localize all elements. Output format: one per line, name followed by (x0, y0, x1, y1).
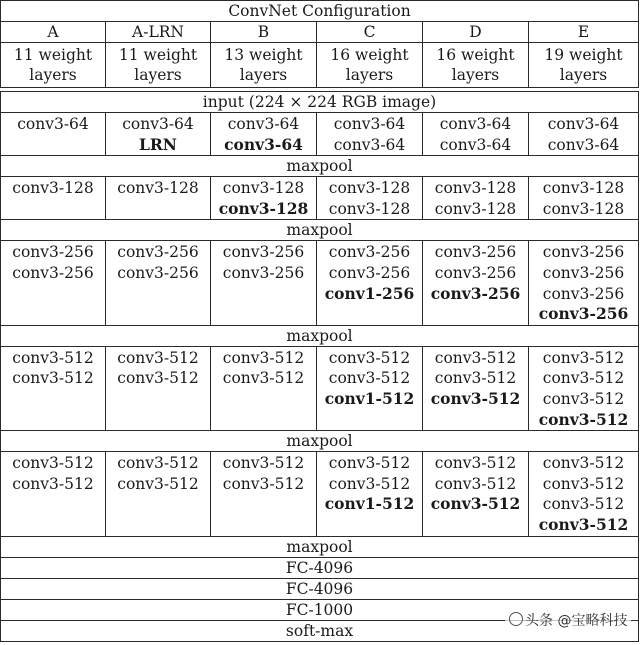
layer-label: conv3-512 (117, 348, 199, 367)
layer-label: conv3-512 (12, 369, 94, 388)
tail-row-label: FC-1000 (1, 599, 639, 620)
depth-weights: 16 weight (330, 46, 409, 64)
layer-label: conv3-512 (222, 474, 305, 493)
layer-label: conv3-128 (542, 199, 625, 218)
depth-weights: 19 weight (544, 46, 623, 64)
layer-label: conv3-64 (547, 135, 620, 154)
layer-label: conv3-512 (117, 474, 199, 493)
conv-block-cell (1, 452, 106, 536)
layer-label: conv3-256 (222, 243, 305, 262)
layer-label: conv3-512 (328, 454, 411, 473)
conv-block-cell (106, 452, 211, 536)
layer-label: conv3-512 (222, 348, 305, 367)
maxpool-label-row (1, 220, 639, 241)
layer-label: conv3-512 (117, 454, 199, 473)
tail-row-label: FC-4096 (1, 557, 639, 578)
conv-block-cell (317, 177, 423, 220)
depth-layers: layers (239, 66, 288, 84)
layer-label: conv3-512 (542, 495, 625, 514)
conv-block-cell (211, 177, 317, 220)
layer-label: conv3-128 (434, 199, 517, 218)
layer-label: conv3-256 (542, 284, 625, 303)
conv-block-cell (529, 346, 639, 430)
layer-label: conv3-64 (333, 135, 406, 154)
column-depth (317, 43, 423, 88)
maxpool-label-row (1, 156, 639, 177)
input-row-label: input (224 × 224 RGB image) (1, 92, 639, 113)
tail-row-label-row (1, 536, 639, 557)
layer-label-new: conv1-512 (324, 494, 415, 514)
conv-block-cell (106, 113, 211, 156)
conv-block-cell (106, 346, 211, 430)
depth-layers: layers (134, 66, 182, 84)
maxpool-label-row (1, 325, 639, 346)
layer-label: conv3-64 (227, 115, 300, 133)
layer-label: conv3-256 (328, 243, 411, 262)
layer-label: conv3-128 (12, 179, 94, 198)
tail-row-label-row (1, 578, 639, 599)
watermark-logo-icon (509, 612, 523, 626)
conv-block-cell (1, 177, 106, 220)
conv-block-cell (211, 113, 317, 156)
conv-block-cell (423, 177, 529, 220)
conv-block-cell (211, 241, 317, 325)
conv-block-cell (529, 241, 639, 325)
layer-label-new: conv1-512 (324, 388, 415, 408)
conv-block-cell (317, 113, 423, 156)
layer-label: conv3-128 (222, 179, 305, 198)
layer-label: conv3-256 (117, 243, 199, 262)
layer-label-new: conv3-256 (538, 304, 629, 324)
layer-label: conv3-256 (542, 263, 625, 282)
tail-row-label: maxpool (1, 536, 639, 557)
depth-layers: layers (29, 66, 77, 84)
column-name: A (1, 22, 106, 43)
table-title: ConvNet Configuration (1, 1, 639, 22)
conv-block-cell (1, 346, 106, 430)
conv-block-cell (1, 113, 106, 156)
layer-label-new: conv3-512 (430, 388, 521, 408)
layer-label: conv3-512 (434, 369, 517, 388)
layer-label: conv3-256 (222, 263, 305, 282)
column-depth (106, 43, 211, 88)
layer-label: conv3-512 (434, 454, 517, 473)
tail-row-label-row (1, 557, 639, 578)
column-depth (211, 43, 317, 88)
column-name: C (317, 22, 423, 43)
watermark-text: 头条 @宝略科技 (525, 613, 628, 629)
layer-label: conv3-512 (12, 474, 94, 493)
layer-label: conv3-512 (12, 454, 94, 473)
layer-label: conv3-64 (439, 135, 512, 154)
layer-label: conv3-128 (328, 199, 411, 218)
conv-block-cell (529, 177, 639, 220)
conv-block-cell (106, 241, 211, 325)
input-row-label-row (1, 92, 639, 113)
conv-block-cell (529, 113, 639, 156)
depth-weights: 13 weight (224, 46, 303, 64)
column-depth (529, 43, 639, 88)
layer-label: conv3-512 (328, 348, 411, 367)
layer-label: conv3-128 (542, 179, 625, 198)
conv-block-row (1, 241, 639, 325)
layer-label: conv3-256 (117, 263, 199, 282)
column-depth (423, 43, 529, 88)
layer-label: conv3-512 (434, 474, 517, 493)
conv-block-cell (211, 346, 317, 430)
layer-label-new: conv3-512 (538, 409, 629, 429)
header-row-depth (1, 43, 639, 88)
layer-label: conv3-512 (542, 369, 625, 388)
layer-label: conv3-512 (222, 369, 305, 388)
tail-row-label: FC-4096 (1, 578, 639, 599)
conv-block-cell (423, 346, 529, 430)
layer-label-new: conv3-512 (538, 514, 629, 534)
conv-block-cell (529, 452, 639, 536)
conv-block-cell (1, 241, 106, 325)
depth-layers: layers (559, 66, 608, 84)
layer-label-new: conv3-512 (430, 494, 521, 514)
layer-label: conv3-64 (547, 115, 620, 133)
conv-block-cell (423, 241, 529, 325)
layer-label-new: conv3-128 (218, 198, 309, 218)
conv-block-cell (317, 346, 423, 430)
layer-label: conv3-256 (434, 243, 517, 262)
layer-label: conv3-512 (328, 474, 411, 493)
conv-block-cell (423, 113, 529, 156)
depth-weights: 11 weight (13, 46, 93, 64)
layer-label: conv3-256 (12, 263, 94, 282)
maxpool-label-row (1, 431, 639, 452)
layer-label: conv3-512 (222, 454, 305, 473)
layer-label: conv3-512 (12, 348, 94, 367)
layer-label: conv3-64 (333, 115, 406, 133)
conv-block-row (1, 177, 639, 220)
conv-block-row (1, 113, 639, 156)
layer-label: conv3-256 (434, 263, 517, 282)
header-row-names (1, 22, 639, 43)
column-name: A-LRN (106, 22, 211, 43)
layer-label: conv3-128 (117, 179, 199, 198)
conv-block-row (1, 452, 639, 536)
layer-label: conv3-128 (434, 179, 517, 198)
column-depth (1, 43, 106, 88)
layer-label-new: conv3-64 (224, 134, 303, 154)
conv-block-cell (317, 241, 423, 325)
layer-label: conv3-64 (122, 115, 194, 133)
layer-label: conv3-512 (542, 474, 625, 493)
maxpool-label: maxpool (1, 220, 639, 241)
layer-label: conv3-512 (434, 348, 517, 367)
layer-label: conv3-256 (542, 243, 625, 262)
column-name: D (423, 22, 529, 43)
layer-label: conv3-512 (117, 369, 199, 388)
tail-row-label: soft-max (1, 620, 639, 641)
maxpool-label: maxpool (1, 431, 639, 452)
layer-label-new: LRN (139, 134, 177, 154)
depth-layers: layers (451, 66, 500, 84)
depth-layers: layers (345, 66, 394, 84)
layer-label: conv3-128 (328, 179, 411, 198)
layer-label: conv3-64 (17, 115, 89, 133)
watermark (505, 609, 631, 631)
layer-label: conv3-256 (12, 243, 94, 262)
layer-label: conv3-512 (542, 454, 625, 473)
layer-label: conv3-64 (439, 115, 512, 133)
conv-block-cell (211, 452, 317, 536)
maxpool-label: maxpool (1, 325, 639, 346)
maxpool-label: maxpool (1, 156, 639, 177)
layer-label: conv3-256 (328, 263, 411, 282)
conv-block-cell (423, 452, 529, 536)
layer-label: conv3-512 (328, 369, 411, 388)
depth-weights: 11 weight (118, 46, 198, 64)
layer-label-new: conv3-256 (430, 283, 521, 303)
conv-block-row (1, 346, 639, 430)
conv-block-cell (317, 452, 423, 536)
layer-label-new: conv1-256 (324, 283, 415, 303)
column-name: B (211, 22, 317, 43)
layer-label: conv3-512 (542, 389, 625, 408)
column-name: E (529, 22, 639, 43)
depth-weights: 16 weight (436, 46, 515, 64)
conv-block-cell (106, 177, 211, 220)
layer-label: conv3-512 (542, 348, 625, 367)
